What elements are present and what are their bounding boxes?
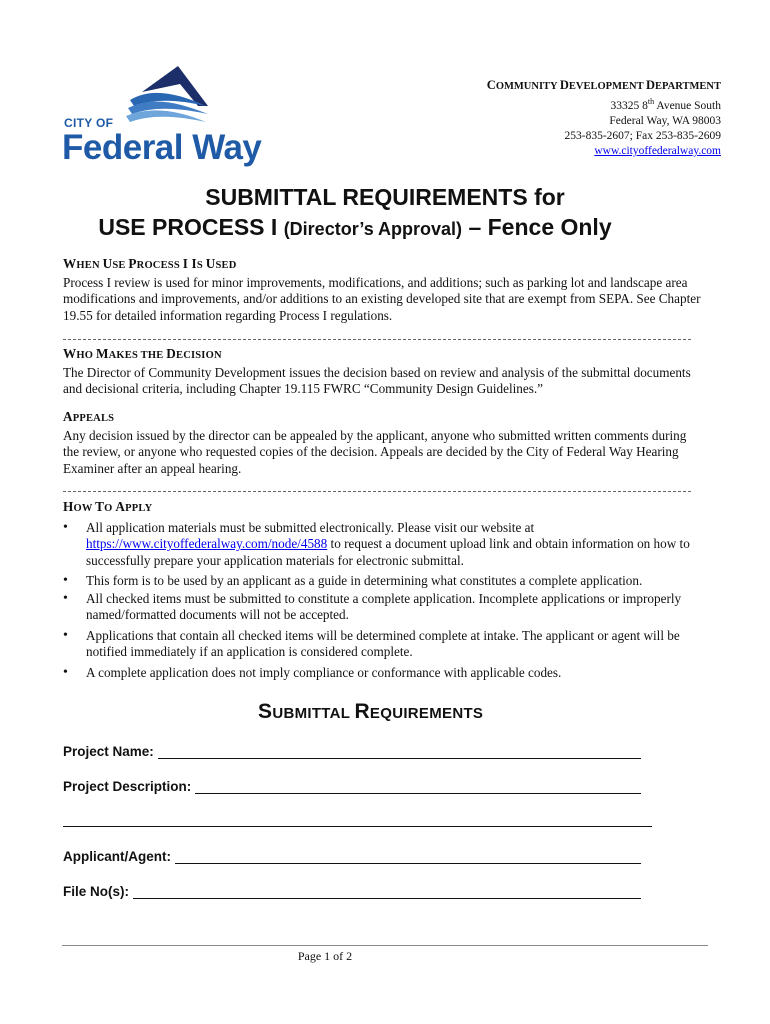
logo-federal-way: Federal Way [62, 128, 262, 167]
section-heading: WHO MAKES THE DECISION [63, 346, 222, 361]
apply-list [63, 520, 703, 682]
project-description-label: Project Description: [63, 779, 192, 794]
department-address [487, 78, 721, 159]
footer-rule [62, 945, 708, 946]
upload-link[interactable]: https://www.cityoffederalway.com/node/4588 [86, 536, 328, 551]
file-number-field[interactable] [63, 881, 641, 899]
page-number: Page 1 of 2 [297, 949, 353, 963]
project-description-continuation-line[interactable] [63, 826, 652, 827]
wave-mountain-icon [120, 66, 210, 124]
section-how-to-apply [63, 499, 703, 685]
page-subtitle: USE PROCESS I (Director’s Approval) – Fence Only [98, 214, 612, 240]
project-name-input-line[interactable] [158, 744, 641, 759]
phone-fax: 253-835-2607; Fax 253-835-2609 [564, 129, 721, 142]
logo-city-of: CITY OF [64, 116, 114, 130]
section-who-decides [63, 346, 703, 398]
city-logo [62, 66, 262, 176]
section-appeals [63, 409, 703, 477]
list-item: • A complete application does not imply compliance or conformance with applicable codes. [63, 665, 703, 682]
list-item: • Applications that contain all checked items will be determined complete at intake. The applicant or agent will be notified immediately if an application is considered complete. [63, 628, 703, 661]
section-body: Any decision issued by the director can be appealed by the applicant, anyone who submitted written comments during the review, or anyone who requested copies of the decision. Appeals are decided by the City of Federal Way Hearing Examiner after an appeal hearing. [63, 427, 687, 476]
page-title: SUBMITTAL REQUIREMENTS for [205, 184, 565, 210]
website-link[interactable]: www.cityoffederalway.com [594, 144, 721, 157]
dashed-divider [63, 491, 691, 492]
department-name: COMMUNITY DEVELOPMENT DEPARTMENT [486, 78, 721, 92]
list-item: • This form is to be used by an applicant as a guide in determining what constitutes a complete application. [63, 573, 703, 590]
section-body: Process I review is used for minor improvements, modifications, and additions; such as parking lot and landscape area modifications and improvements, and/or additions to an existing developed site that are exempt from SEPA. See Chapter 19.55 for detailed information regarding Process I regulations. [63, 274, 701, 323]
project-name-label: Project Name: [63, 744, 154, 759]
file-number-input-line[interactable] [133, 884, 641, 899]
section-heading: WHEN USE PROCESS I IS USED [63, 256, 237, 271]
project-description-input-line[interactable] [195, 779, 641, 794]
list-item: • All checked items must be submitted to constitute a complete application. Incomplete applications or improperly named/formatted documents will not be accepted. [63, 591, 703, 624]
applicant-agent-input-line[interactable] [175, 849, 641, 864]
submittal-requirements-heading: SUBMITTAL REQUIREMENTS [258, 700, 484, 723]
project-name-field[interactable] [63, 741, 641, 759]
street-address: 33325 8th Avenue South [610, 97, 721, 112]
section-body: The Director of Community Development issues the decision based on review and analysis of the submittal documents and decisional criteria, including Chapter 19.115 FWRC “Community Design Guidelines.” [63, 364, 691, 396]
project-description-field[interactable] [63, 776, 641, 794]
section-heading: APPEALS [63, 409, 115, 424]
city-state-zip: Federal Way, WA 98003 [609, 114, 721, 127]
applicant-agent-field[interactable] [63, 846, 641, 864]
dashed-divider [63, 339, 691, 340]
applicant-agent-label: Applicant/Agent: [63, 849, 171, 864]
file-number-label: File No(s): [63, 884, 129, 899]
section-heading: HOW TO APPLY [63, 499, 153, 514]
section-when-used [63, 256, 703, 324]
list-item: • All application materials must be submitted electronically. Please visit our website at https://www.cityoffederalway.com/node/4588 to request a document upload link and obtain information on how to successfully prepare your application materials for electronic submittal. [63, 520, 703, 570]
